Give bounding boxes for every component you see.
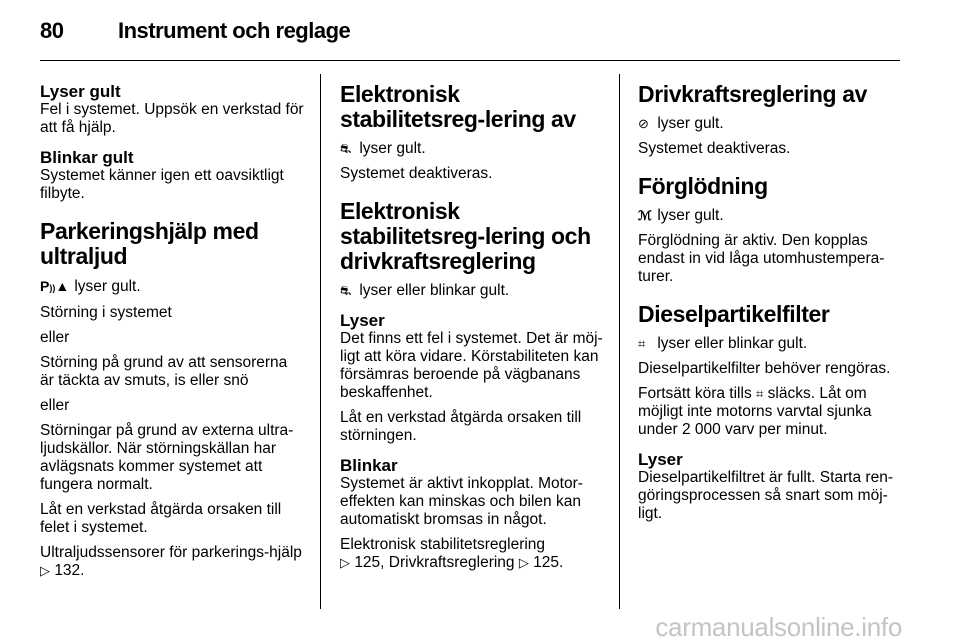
lyser-gult-heading: Lyser gult: [40, 82, 121, 101]
column-divider: [320, 74, 321, 609]
paragraph: Fortsätt köra tills ⌗ släcks. Låt om möjligt inte motorns varvtal sjunka under 2 000 varv per minut.: [638, 385, 872, 438]
blinkar-heading: Blinkar: [340, 456, 398, 475]
esp-icon: ⛐: [340, 283, 352, 298]
page-number: 80: [40, 18, 64, 43]
column-3: [638, 82, 902, 530]
column-1: [40, 82, 305, 587]
blinkar-gult-heading: Blinkar gult: [40, 148, 134, 167]
dpf-status: ⌗ lyser eller blinkar gult.: [638, 335, 808, 352]
watermark: carmanualsonline.info: [655, 612, 902, 642]
paragraph: Störning i systemet: [40, 304, 172, 321]
paragraph: Störningar på grund av externa ultra-ljudskällor. När störningskällan har avlägsnats kommer systemet att fungera normalt.: [40, 422, 294, 493]
tc-off-heading: Drivkraftsreglering av: [638, 81, 867, 107]
esp-tc-status: ⛐ lyser eller blinkar gult.: [340, 282, 510, 299]
park-assist-icon: P))▲: [40, 278, 70, 294]
paragraph: Systemet är aktivt inkopplat. Motor-effekten kan minskas och bilen kan automatiskt bromsas in något.: [340, 475, 583, 528]
diesel-particle-filter-icon: ⌗: [756, 386, 764, 401]
paragraph: Dieselpartikelfiltret är fullt. Starta ren-göringsprocessen så snart som möj-ligt.: [638, 469, 893, 522]
paragraph: Systemet deaktiveras.: [340, 165, 493, 182]
paragraph: Dieselpartikelfilter behöver rengöras.: [638, 360, 891, 377]
header-divider: [40, 60, 900, 61]
column-divider: [619, 74, 620, 609]
paragraph: Störning på grund av att sensorerna är täckta av smuts, is eller snö: [40, 354, 288, 389]
paragraph: Låt en verkstad åtgärda orsaken till störningen.: [340, 409, 582, 444]
glow-status: ℳ lyser gult.: [638, 207, 724, 224]
park-assist-status: P))▲ lyser gult.: [40, 278, 141, 295]
lyser-heading: Lyser: [340, 311, 385, 330]
paragraph: eller: [40, 329, 70, 346]
paragraph: Låt en verkstad åtgärda orsaken till felet i systemet.: [40, 501, 282, 536]
page-title: Instrument och reglage: [118, 18, 351, 43]
paragraph: Det finns ett fel i systemet. Det är möj-ligt att köra vidare. Körstabiliteten kan försämras beroende på vägbanans beskaffenhet.: [340, 330, 603, 401]
paragraph: Systemet deaktiveras.: [638, 140, 791, 157]
esp-off-status: ⛐ lyser gult.: [340, 140, 426, 157]
paragraph: eller: [40, 397, 70, 414]
lyser-heading: Lyser: [638, 450, 683, 469]
esp-off-icon: ⛐: [340, 141, 352, 156]
tc-off-status: ⊘ lyser gult.: [638, 115, 724, 132]
column-2: [340, 82, 604, 579]
glow-heading: Förglödning: [638, 173, 768, 199]
paragraph: Elektronisk stabilitetsreglering ▷ 125, Drivkraftsreglering ▷ 125.: [340, 536, 564, 571]
traction-control-off-icon: ⊘: [638, 116, 649, 131]
esp-tc-heading: Elektronisk stabilitetsreg-lering och drivkraftsreglering: [340, 198, 591, 274]
paragraph: Förglödning är aktiv. Den kopplas endast in vid låga utomhustempera-turer.: [638, 232, 885, 285]
page-reference-arrow-icon: ▷: [518, 555, 529, 570]
diesel-particle-filter-icon: ⌗: [638, 336, 646, 351]
lyser-gult-text: Fel i systemet. Uppsök en verkstad för att få hjälp.: [40, 101, 304, 136]
page-reference-arrow-icon: ▷: [340, 555, 350, 570]
esp-off-heading: Elektronisk stabilitetsreg-lering av: [340, 81, 576, 132]
dpf-heading: Dieselpartikelfilter: [638, 301, 830, 327]
glow-plug-icon: ℳ: [638, 208, 652, 223]
park-assist-heading: Parkeringshjälp med ultraljud: [40, 218, 259, 269]
paragraph: Ultraljudssensorer för parkerings-hjälp ▷ 132.: [40, 544, 302, 579]
page-reference-arrow-icon: ▷: [40, 563, 50, 578]
blinkar-gult-text: Systemet känner igen ett oavsiktligt filbyte.: [40, 167, 284, 202]
